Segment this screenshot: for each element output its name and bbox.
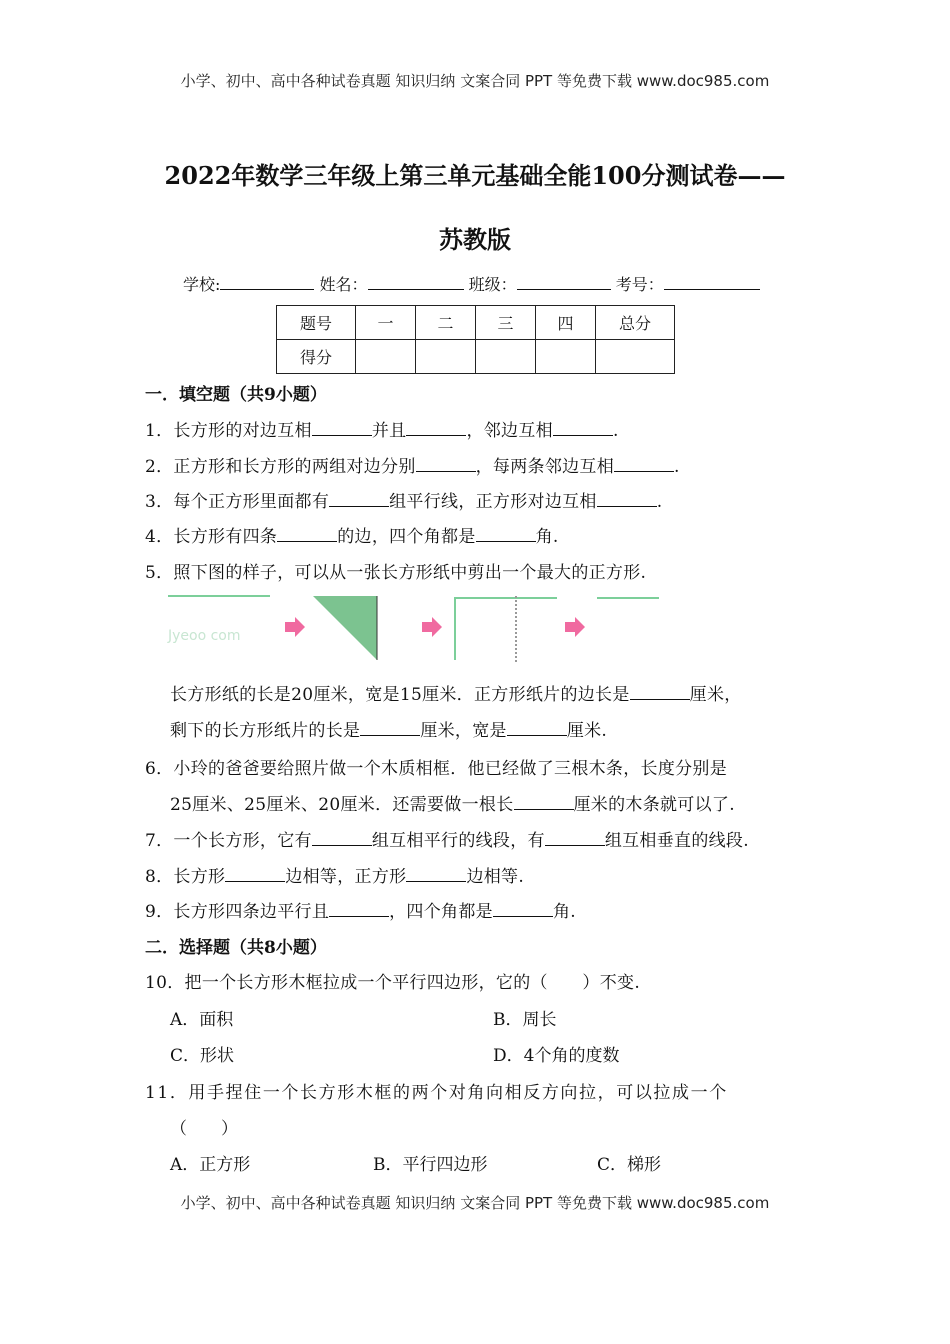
answer-blank[interactable] xyxy=(312,421,372,436)
answer-blank[interactable] xyxy=(277,527,337,542)
answer-blank[interactable] xyxy=(406,421,466,436)
score-row-label: 得分 xyxy=(277,340,356,374)
answer-blank[interactable] xyxy=(493,902,553,917)
name-label: 姓名： xyxy=(319,275,368,294)
q10-option-b[interactable]: B．周长 xyxy=(493,1010,557,1030)
score-header-cell: 四 xyxy=(536,306,596,340)
question-4: 4．长方形有四条 的边，四个角都是 角. xyxy=(145,527,559,547)
school-field[interactable] xyxy=(220,273,314,290)
question-9: 9．长方形四条边平行且 ，四个角都是 角. xyxy=(145,902,576,922)
answer-blank[interactable] xyxy=(507,721,567,736)
school-label: 学校: xyxy=(183,275,221,294)
question-3: 3．每个正方形里面都有 组平行线，正方形对边互相 . xyxy=(145,492,663,512)
arrow-icon xyxy=(422,617,442,637)
score-header-cell: 三 xyxy=(476,306,536,340)
number-label: 考号： xyxy=(615,275,664,294)
score-header-cell: 总分 xyxy=(596,306,675,340)
q11-option-c[interactable]: C．梯形 xyxy=(597,1155,662,1175)
answer-blank[interactable] xyxy=(476,527,536,542)
section-2-title: 二．选择题（共8小题） xyxy=(145,938,327,958)
score-cell[interactable] xyxy=(356,340,416,374)
page-header: 小学、初中、高中各种试卷真题 知识归纳 文案合同 PPT 等免费下载 www.doc985.com xyxy=(180,72,770,90)
answer-blank[interactable] xyxy=(545,831,605,846)
question-10: 10．把一个长方形木框拉成一个平行四边形，它的（ ）不变. xyxy=(145,973,641,993)
answer-blank[interactable] xyxy=(225,867,285,882)
page-footer: 小学、初中、高中各种试卷真题 知识归纳 文案合同 PPT 等免费下载 www.doc985.com xyxy=(180,1194,770,1212)
class-field[interactable] xyxy=(517,273,611,290)
question-11: 11．用手捏住一个长方形木框的两个对角向相反方向拉，可以拉成一个 xyxy=(145,1083,728,1103)
name-field[interactable] xyxy=(368,273,464,290)
answer-blank[interactable] xyxy=(614,457,674,472)
folded-triangle-shape xyxy=(313,596,377,660)
arrow-icon xyxy=(285,617,305,637)
score-cell[interactable] xyxy=(536,340,596,374)
answer-blank[interactable] xyxy=(406,867,466,882)
answer-blank[interactable] xyxy=(329,902,389,917)
score-cell[interactable] xyxy=(476,340,536,374)
class-label: 班级： xyxy=(468,275,517,294)
q10-option-d[interactable]: D．4个角的度数 xyxy=(493,1046,620,1066)
score-table xyxy=(276,305,675,374)
student-info-row xyxy=(183,272,760,295)
answer-blank[interactable] xyxy=(312,831,372,846)
page-title-line2: 苏教版 xyxy=(439,225,511,254)
unfolded-paper-outline xyxy=(455,598,557,660)
score-cell[interactable] xyxy=(596,340,675,374)
question-1: 1．长方形的对边互相 并且 ，邻边互相 . xyxy=(145,421,619,441)
answer-blank[interactable] xyxy=(514,795,574,810)
answer-blank[interactable] xyxy=(597,492,657,507)
number-field[interactable] xyxy=(664,273,760,290)
paper-cutting-figure xyxy=(165,592,665,664)
question-2: 2．正方形和长方形的两组对边分别 ，每两条邻边互相 . xyxy=(145,457,680,477)
score-table-header-row xyxy=(277,306,675,340)
score-header-cell: 二 xyxy=(416,306,476,340)
score-table-score-row xyxy=(277,340,675,374)
arrow-icon xyxy=(565,617,585,637)
question-5-line-1: 长方形纸的长是20厘米，宽是15厘米．正方形纸片的边长是 厘米， xyxy=(170,685,742,705)
score-header-cell: 题号 xyxy=(277,306,356,340)
figure-watermark: Jyeoo com xyxy=(168,628,241,644)
answer-blank[interactable] xyxy=(630,685,690,700)
question-6-line-2: 25厘米、25厘米、20厘米．还需要做一根长 厘米的木条就可以了. xyxy=(170,795,735,815)
question-5-line-2: 剩下的长方形纸片的长是 厘米，宽是 厘米. xyxy=(170,721,608,741)
question-8: 8．长方形 边相等，正方形 边相等. xyxy=(145,867,525,887)
score-cell[interactable] xyxy=(416,340,476,374)
q11-option-a[interactable]: A．正方形 xyxy=(170,1155,251,1175)
answer-blank[interactable] xyxy=(329,492,389,507)
answer-blank[interactable] xyxy=(416,457,476,472)
question-7: 7．一个长方形，它有 组互相平行的线段，有 组互相垂直的线段. xyxy=(145,831,749,851)
q10-option-c[interactable]: C．形状 xyxy=(170,1046,235,1066)
section-1-title: 一．填空题（共9小题） xyxy=(145,385,327,405)
page-title-line1: 2022年数学三年级上第三单元基础全能100分测试卷—— xyxy=(164,161,786,190)
q11-answer-paren: （ ） xyxy=(170,1119,238,1139)
q10-option-a[interactable]: A．面积 xyxy=(170,1010,234,1030)
answer-blank[interactable] xyxy=(553,421,613,436)
question-5: 5．照下图的样子，可以从一张长方形纸中剪出一个最大的正方形. xyxy=(145,563,647,583)
answer-blank[interactable] xyxy=(360,721,420,736)
score-header-cell: 一 xyxy=(356,306,416,340)
q11-option-b[interactable]: B．平行四边形 xyxy=(373,1155,488,1175)
question-6: 6．小玲的爸爸要给照片做一个木质相框．他已经做了三根木条，长度分别是 xyxy=(145,759,728,779)
